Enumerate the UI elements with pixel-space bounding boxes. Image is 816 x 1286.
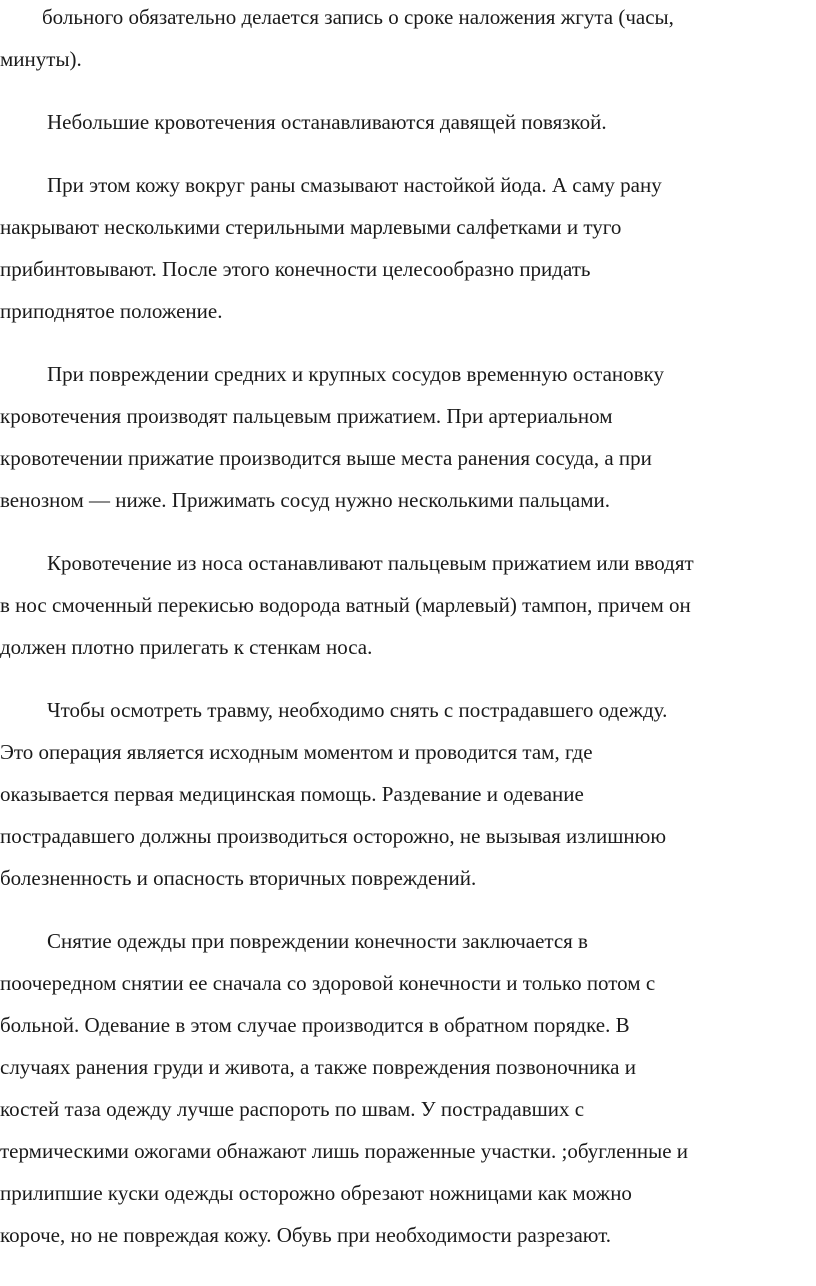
paragraph-3 — [0, 164, 806, 332]
text-line: болезненность и опасность вторичных повреждений. — [0, 866, 477, 890]
text-line: Это операция является исходным моментом и проводится там, где — [0, 740, 593, 764]
paragraph-1 — [0, 0, 806, 80]
text-line: в нос смоченный перекисью водорода ватный (марлевый) тампон, причем он — [0, 593, 691, 617]
text-line: При этом кожу вокруг раны смазывают настойкой йода. А саму рану — [47, 173, 662, 197]
text-line: прибинтовывают. После этого конечности целесообразно придать — [0, 257, 591, 281]
text-line: оказывается первая медицинская помощь. Раздевание и одевание — [0, 782, 584, 806]
text-line: накрывают несколькими стерильными марлевыми салфетками и туго — [0, 215, 622, 239]
paragraph-6 — [0, 689, 806, 899]
text-line: Кровотечение из носа останавливают пальцевым прижатием или вводят — [47, 551, 694, 575]
text-line: Небольшие кровотечения останавливаются давящей повязкой. — [47, 110, 607, 134]
text-line: минуты). — [0, 47, 82, 71]
text-line: короче, но не повреждая кожу. Обувь при необходимости разрезают. — [0, 1223, 612, 1247]
text-line: венозном — ниже. Прижимать сосуд нужно несколькими пальцами. — [0, 488, 611, 512]
text-line: прилипшие куски одежды осторожно обрезают ножницами как можно — [0, 1181, 632, 1205]
text-line: термическими ожогами обнажают лишь пораженные участки. ;обугленные и — [0, 1139, 689, 1163]
text-line: кровотечении прижатие производится выше места ранения сосуда, а при — [0, 446, 652, 470]
paragraph-4 — [0, 353, 806, 521]
text-line: костей таза одежду лучше распороть по швам. У пострадавших с — [0, 1097, 585, 1121]
text-line: Снятие одежды при повреждении конечности заключается в — [47, 929, 588, 953]
text-line: больного обязательно делается запись о сроке наложения жгута (часы, — [0, 5, 674, 29]
text-line: приподнятое положение. — [0, 299, 223, 323]
text-line: пострадавшего должны производиться осторожно, не вызывая излишнюю — [0, 824, 667, 848]
text-line: кровотечения производят пальцевым прижатием. При артериальном — [0, 404, 613, 428]
text-line: случаях ранения груди и живота, а также повреждения позвоночника и — [0, 1055, 636, 1079]
text-line: При повреждении средних и крупных сосудов временную остановку — [47, 362, 664, 386]
paragraph-2 — [0, 101, 806, 143]
paragraph-5 — [0, 542, 806, 668]
text-line: должен плотно прилегать к стенкам носа. — [0, 635, 373, 659]
text-line: больной. Одевание в этом случае производится в обратном порядке. В — [0, 1013, 630, 1037]
paragraph-7 — [0, 920, 806, 1256]
text-line: Чтобы осмотреть травму, необходимо снять с пострадавшего одежду. — [47, 698, 668, 722]
text-line: поочередном снятии ее сначала со здоровой конечности и только потом с — [0, 971, 656, 995]
